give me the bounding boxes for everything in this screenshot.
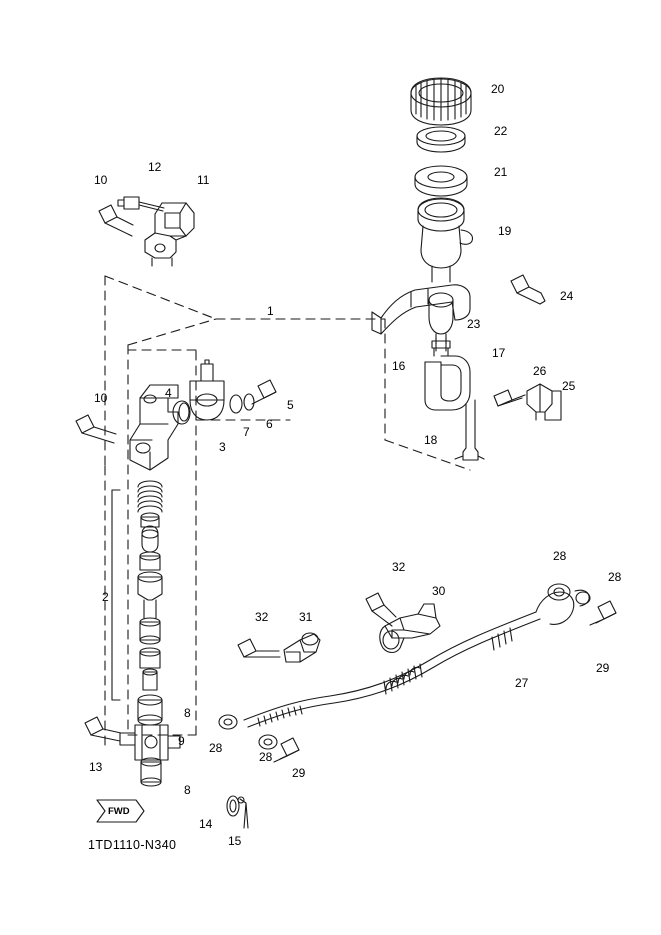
callout-10-upper: 10 [94, 173, 108, 187]
callout-22: 22 [494, 124, 508, 138]
upper-bracket [99, 197, 194, 266]
callout-28-top: 28 [553, 549, 567, 563]
callout-28-right: 28 [608, 570, 622, 584]
callout-8-upper: 8 [184, 706, 191, 720]
callout-29-right: 29 [596, 661, 610, 675]
callout-17: 17 [492, 346, 506, 360]
callout-21: 21 [494, 165, 508, 179]
brake-rod-assembly [219, 584, 616, 762]
callout-14: 14 [199, 817, 213, 831]
callout-13: 13 [89, 760, 103, 774]
callout-19: 19 [498, 224, 512, 238]
callout-16: 16 [392, 359, 406, 373]
callout-31: 31 [299, 610, 313, 624]
callout-15: 15 [228, 834, 242, 848]
callout-12: 12 [148, 160, 162, 174]
callout-10-lower: 10 [94, 391, 108, 405]
part-code-label: 1TD1110-N340 [88, 838, 177, 852]
callout-24: 24 [560, 289, 574, 303]
callout-28-lower-mid: 28 [259, 750, 273, 764]
callout-30: 30 [432, 584, 446, 598]
callout-32-right: 32 [392, 560, 406, 574]
callout-1: 1 [267, 304, 274, 318]
callout-27: 27 [515, 676, 529, 690]
callout-20: 20 [491, 82, 505, 96]
callout-3: 3 [219, 440, 226, 454]
callout-7: 7 [243, 425, 250, 439]
callout-11: 11 [197, 173, 210, 187]
piston-kit [112, 481, 162, 725]
callout-32-left: 32 [255, 610, 269, 624]
callout-25: 25 [562, 379, 576, 393]
callout-8-lower: 8 [184, 783, 191, 797]
fwd-label: FWD [108, 806, 130, 817]
callout-9: 9 [178, 734, 185, 748]
callout-23: 23 [467, 317, 481, 331]
callout-26: 26 [533, 364, 547, 378]
callout-6: 6 [266, 417, 273, 431]
reservoir-cap-assembly [411, 78, 473, 282]
callout-5: 5 [287, 398, 294, 412]
callout-29-lower: 29 [292, 766, 306, 780]
callout-4: 4 [165, 386, 172, 400]
callout-18: 18 [424, 433, 438, 447]
callout-28-lower-left: 28 [209, 741, 223, 755]
callout-2: 2 [102, 590, 109, 604]
master-cylinder-body [76, 360, 276, 470]
reservoir-bracket [372, 275, 545, 344]
